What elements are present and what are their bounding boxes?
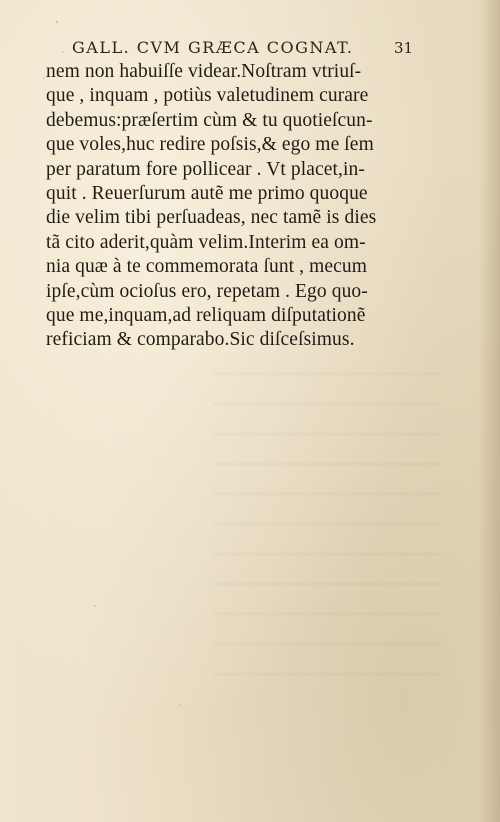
text-line: per paratum fore pollicear . Vt placet,in-: [46, 158, 365, 180]
text-line: die velim tibi perſuadeas, nec tamẽ is dies: [46, 207, 377, 229]
text-line: quit . Reuerſurum autẽ me primo quoque: [46, 183, 368, 205]
running-title: GALL. CVM GRÆCA COGNAT.: [72, 38, 354, 57]
text-line: debemus:præſertim cùm & tu quotieſcun-: [46, 109, 373, 131]
text-line: que , inquam , potiùs valetudinem curare: [46, 85, 369, 107]
text-line: nem non habuiſſe videar.Noſtram vtriuſ-: [46, 61, 362, 82]
text-line: reficiam & comparabo.Sic diſceſsimus.: [46, 329, 355, 351]
text-line: que voles,huc redire poſsis,& ego me ſem: [46, 134, 374, 156]
show-through-text: ~~~~~~~~~~~~~~~~~~~~~~ ~~~~~~~~~~~~~~~~~~~~~~ ~~~~~~~~~~~~~~~~~~~~~~ ~~~~~~~~~~~~~~~~~~~~~~ ~~~~~~~~~~~~~~~~~~~~~~ ~~~~~~~~~~~~~~~~~~~~~~ ~~~~~~~~~~~~~~~~~~~~~~ ~~~~~~~~~~~~~~~~~~~~~~ ~~~~~~~~~~~~~~~~~~~~~~ ~~~~~~~~~~~~~~~~~~~~~~ ~~~~~~~~~~~~~~~~~~~~~~: [213, 364, 440, 685]
text-line: nia quæ à te commemorata ſunt , mecum: [46, 256, 368, 278]
text-line: ipſe,cùm ocioſus ero, repetam . Ego quo-: [46, 280, 368, 302]
text-line: que me,inquam,ad reliquam diſputationẽ: [46, 305, 366, 327]
page-number: 31: [394, 39, 414, 57]
text-line: tã cito aderit,quàm velim.Interim ea om-: [46, 231, 366, 253]
